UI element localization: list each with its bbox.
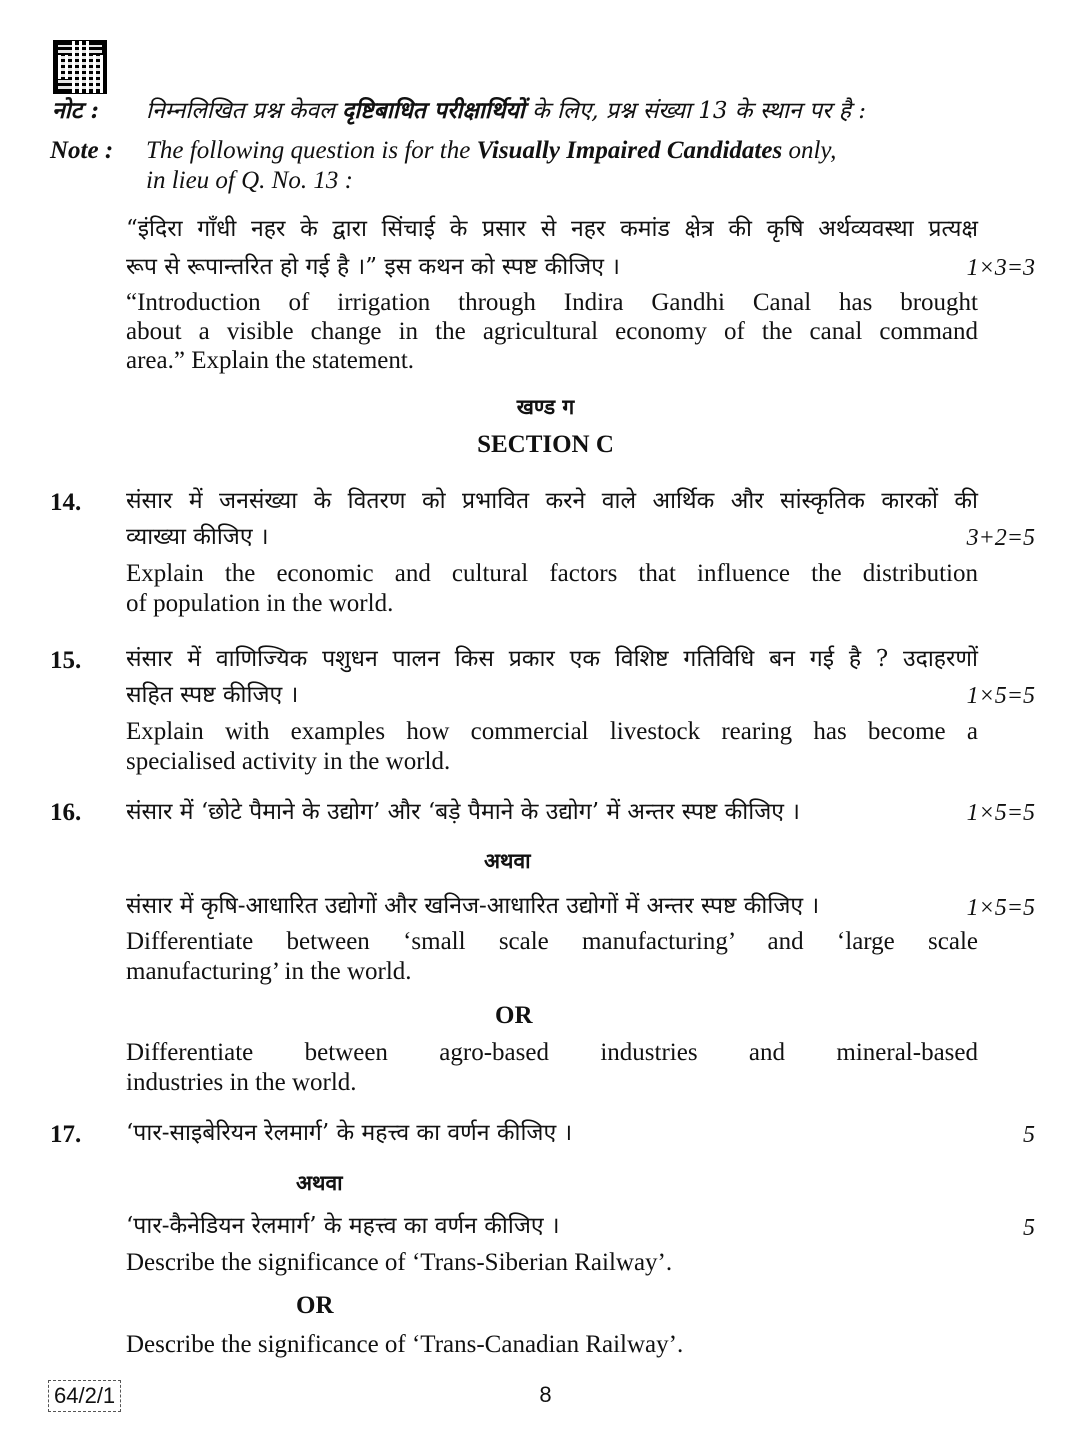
note-en-bold: Visually Impaired Candidates xyxy=(476,137,783,164)
note-en-pre: The following question is for the xyxy=(146,137,471,164)
q15-hi-line1: संसार में वाणिज्यिक पशुधन पालन किस प्रकार एक विशिष्ट गतिविधि बन गई है ? उदाहरणों xyxy=(126,646,978,672)
q16-number: 16. xyxy=(50,799,82,826)
q14-en-line2: of population in the world. xyxy=(126,590,394,617)
q14-marks: 3+2=5 xyxy=(966,525,1035,551)
section-heading-en: SECTION C xyxy=(477,431,614,458)
q16-or-en: OR xyxy=(495,1002,533,1029)
q16-en-alt1: Differentiate between agro-based industries and mineral-based xyxy=(126,1039,978,1066)
note-hi-label: नोट : xyxy=(52,97,99,124)
q15-en-line1: Explain with examples how commercial livestock rearing has become a xyxy=(126,718,978,745)
section-heading-hi: खण्ड ग xyxy=(516,394,575,419)
note-en-text xyxy=(146,136,836,166)
q14-hi-line2: व्याख्या कीजिए । xyxy=(126,524,269,550)
q16-en-line2: manufacturing’ in the world. xyxy=(126,958,412,985)
paper-code: 64/2/1 xyxy=(48,1380,121,1412)
q17-en-alt: Describe the significance of ‘Trans-Canadian Railway’. xyxy=(126,1331,684,1358)
q15-hi-line2: सहित स्पष्ट कीजिए । xyxy=(126,682,299,708)
note-en-post: only, xyxy=(788,137,837,164)
q17-hi-alt: ‘पार-कैनेडियन रेलमार्ग’ के महत्त्व का वर्णन कीजिए । xyxy=(126,1213,560,1239)
note-en-label: Note : xyxy=(50,137,114,164)
qr-code xyxy=(53,40,107,94)
vi-en-line1: “Introduction of irrigation through Indira Gandhi Canal has brought xyxy=(126,289,978,316)
note-hi-text xyxy=(146,96,866,126)
q17-alt-marks: 5 xyxy=(1023,1215,1035,1241)
vi-hi-line1: “इंदिरा गाँधी नहर के द्वारा सिंचाई के प्रसार से नहर कमांड क्षेत्र की कृषि अर्थव्यवस्था प्रत्यक्ष xyxy=(126,216,978,242)
vi-en-line2: about a visible change in the agricultural economy of the canal command xyxy=(126,318,978,345)
q17-or-hi: अथवा xyxy=(296,1170,343,1195)
vi-hi-line2: रूप से रूपान्तरित हो गई है ।” इस कथन को स्पष्ट कीजिए । xyxy=(126,254,620,280)
q16-alt-marks: 1×5=5 xyxy=(966,895,1035,921)
q16-or-hi: अथवा xyxy=(484,848,531,873)
note-en-line2: in lieu of Q. No. 13 : xyxy=(146,167,353,194)
q14-number: 14. xyxy=(50,489,82,516)
q14-hi-line1: संसार में जनसंख्या के वितरण को प्रभावित करने वाले आर्थिक और सांस्कृतिक कारकों की xyxy=(126,488,978,514)
q17-hi-line1: ‘पार-साइबेरियन रेलमार्ग’ के महत्त्व का वर्णन कीजिए । xyxy=(126,1120,573,1146)
q17-marks: 5 xyxy=(1023,1122,1035,1148)
q15-marks: 1×5=5 xyxy=(966,683,1035,709)
q17-number: 17. xyxy=(50,1121,82,1148)
q16-en-alt2: industries in the world. xyxy=(126,1069,357,1096)
vi-marks: 1×3=3 xyxy=(966,255,1035,281)
note-hi-post: के लिए, प्रश्न संख्या 13 के स्थान पर है : xyxy=(532,98,867,124)
q14-en-line1: Explain the economic and cultural factors that influence the distribution xyxy=(126,560,978,587)
q16-hi-alt: संसार में कृषि-आधारित उद्योगों और खनिज-आधारित उद्योगों में अन्तर स्पष्ट कीजिए । xyxy=(126,893,820,919)
note-hi-bold: दृष्टिबाधित परीक्षार्थियों xyxy=(342,97,525,124)
page-number: 8 xyxy=(539,1382,552,1407)
q15-en-line2: specialised activity in the world. xyxy=(126,748,451,775)
vi-en-line3: area.” Explain the statement. xyxy=(126,347,415,374)
note-hi-pre: निम्नलिखित प्रश्न केवल xyxy=(146,98,335,124)
q15-number: 15. xyxy=(50,647,82,674)
q16-hi-line1: संसार में ‘छोटे पैमाने के उद्योग’ और ‘बड़े पैमाने के उद्योग’ में अन्तर स्पष्ट कीजिए । xyxy=(126,799,801,825)
q17-or-en: OR xyxy=(296,1292,334,1319)
q16-marks: 1×5=5 xyxy=(966,800,1035,826)
q17-en-line1: Describe the significance of ‘Trans-Siberian Railway’. xyxy=(126,1249,673,1276)
q16-en-line1: Differentiate between ‘small scale manufacturing’ and ‘large scale xyxy=(126,928,978,955)
